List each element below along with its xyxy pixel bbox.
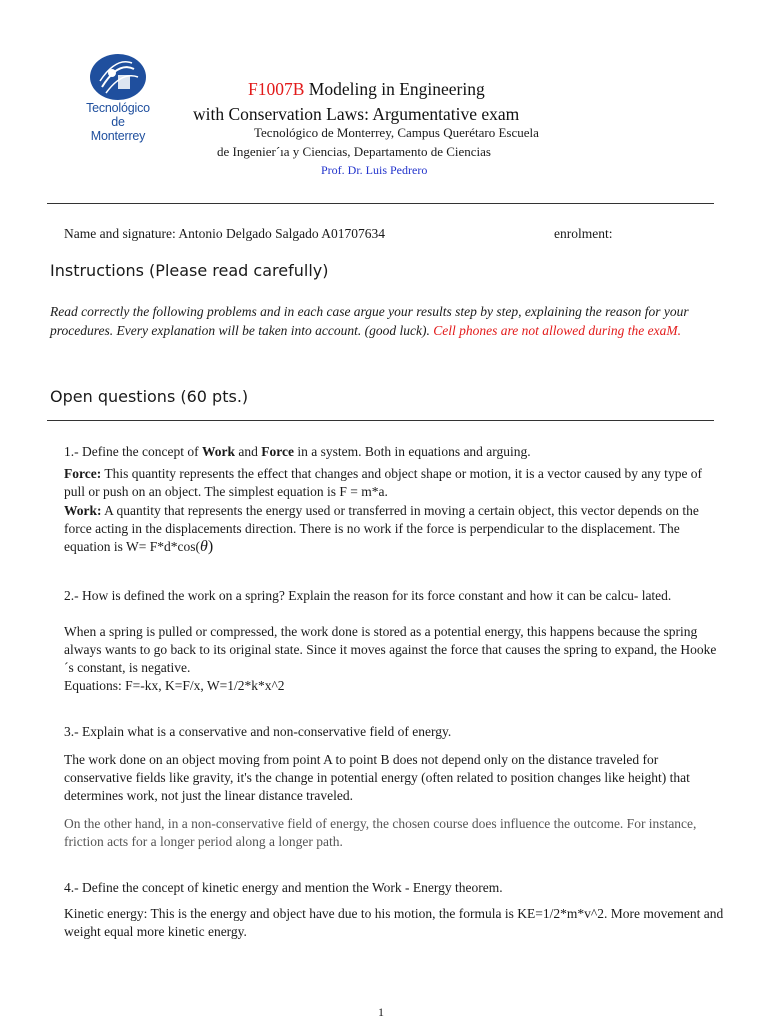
close-paren: ) [207,538,214,555]
question-4-answer: Kinetic energy: This is the energy and object have due to his motion, the formula is KE=1/2*m*v^2. More movement and weight equal more kinetic energy. [64,906,724,939]
exam-title-line-2: with Conservation Laws: Argumentative exam [193,104,520,124]
instructions-text: Read correctly the following problems and in each case argue your results step by step, explaining the reason for your procedures. Every explanation will be taken into account. (good luck). [50,304,689,338]
instructions-paragraph [50,302,730,340]
work-label: Work: [64,503,102,518]
name-signature-field: Name and signature: Antonio Delgado Salgado A01707634 [64,226,385,241]
force-text: This quantity represents the effect that changes and object shape or motion, it is a vector caused by any type of pull or push on an object. The simplest equation is F = m*a. [64,466,703,499]
question-3-answer-conservative: The work done on an object moving from point A to point B does not depend only on the distance traveled for conservative fields like gravity, it's the change in potential energy (often related to position changes like height) that determines work, not just the linear distance traveled. [64,752,690,803]
question-1-prompt [64,443,724,461]
q1-force-term: Force [261,444,294,459]
tec-logo [83,53,153,143]
q1-work-term: Work [201,444,235,459]
section-divider [47,420,714,421]
q1-prompt-and: and [234,444,262,459]
force-label: Force: [64,466,102,481]
logo-line-1: Tecnológico [86,101,150,115]
question-2-answer: When a spring is pulled or compressed, the work done is stored as a potential energy, this happens because the spring always wants to go back to its original state. Since it moves against the force that causes the spring to expand, the Hooke´s constant, is negative. [64,624,717,675]
question-1-work-answer [64,502,724,556]
question-4-prompt: 4.- Define the concept of kinetic energy and mention the Work - Energy theorem. [64,880,503,895]
question-2-prompt: 2.- How is defined the work on a spring? Explain the reason for its force constant and how it can be calcu- lated. [64,588,672,603]
header-divider [47,203,714,204]
page-number: 1 [378,1005,384,1019]
question-1-force-answer [64,465,724,501]
professor-name: Prof. Dr. Luis Pedrero [321,163,428,177]
exam-title-line-1 [248,79,485,100]
theta-symbol: θ [199,538,208,555]
instructions-heading: Instructions (Please read carefully) [50,261,329,280]
title-rest: Modeling in Engineering [308,79,485,99]
tec-seal-icon [88,53,148,101]
enrolment-field: enrolment: [554,226,613,241]
q1-prompt-end: in a system. Both in equations and arguing. [293,444,531,459]
campus-line-2: de Ingenier´ıa y Ciencias, Departamento de Ciencias [217,144,491,159]
cell-phone-warning: Cell phones are not allowed during the exaM. [433,323,681,338]
question-3-prompt: 3.- Explain what is a conservative and non-conservative field of energy. [64,724,452,739]
open-questions-heading: Open questions (60 pts.) [50,387,249,406]
question-2-equations: Equations: F=-kx, K=F/x, W=1/2*k*x^2 [64,678,285,693]
campus-line-1: Tecnológico de Monterrey, Campus Querétaro Escuela [254,125,539,140]
logo-line-2: de Monterrey [90,115,146,143]
question-3-answer-nonconservative: On the other hand, in a non-conservative field of energy, the chosen course does influence the outcome. For instance, friction acts for a longer period along a longer path. [64,816,697,849]
course-code: F1007B [248,79,305,99]
work-text: A quantity that represents the energy used or transferred in moving a certain object, this vector depends on the force acting in the displacements direction. There is no work if the force is perpendicular to the displacement. The equation is W= F*d*cos( [64,503,699,554]
q1-prompt-part: 1.- Define the concept of [64,444,202,459]
